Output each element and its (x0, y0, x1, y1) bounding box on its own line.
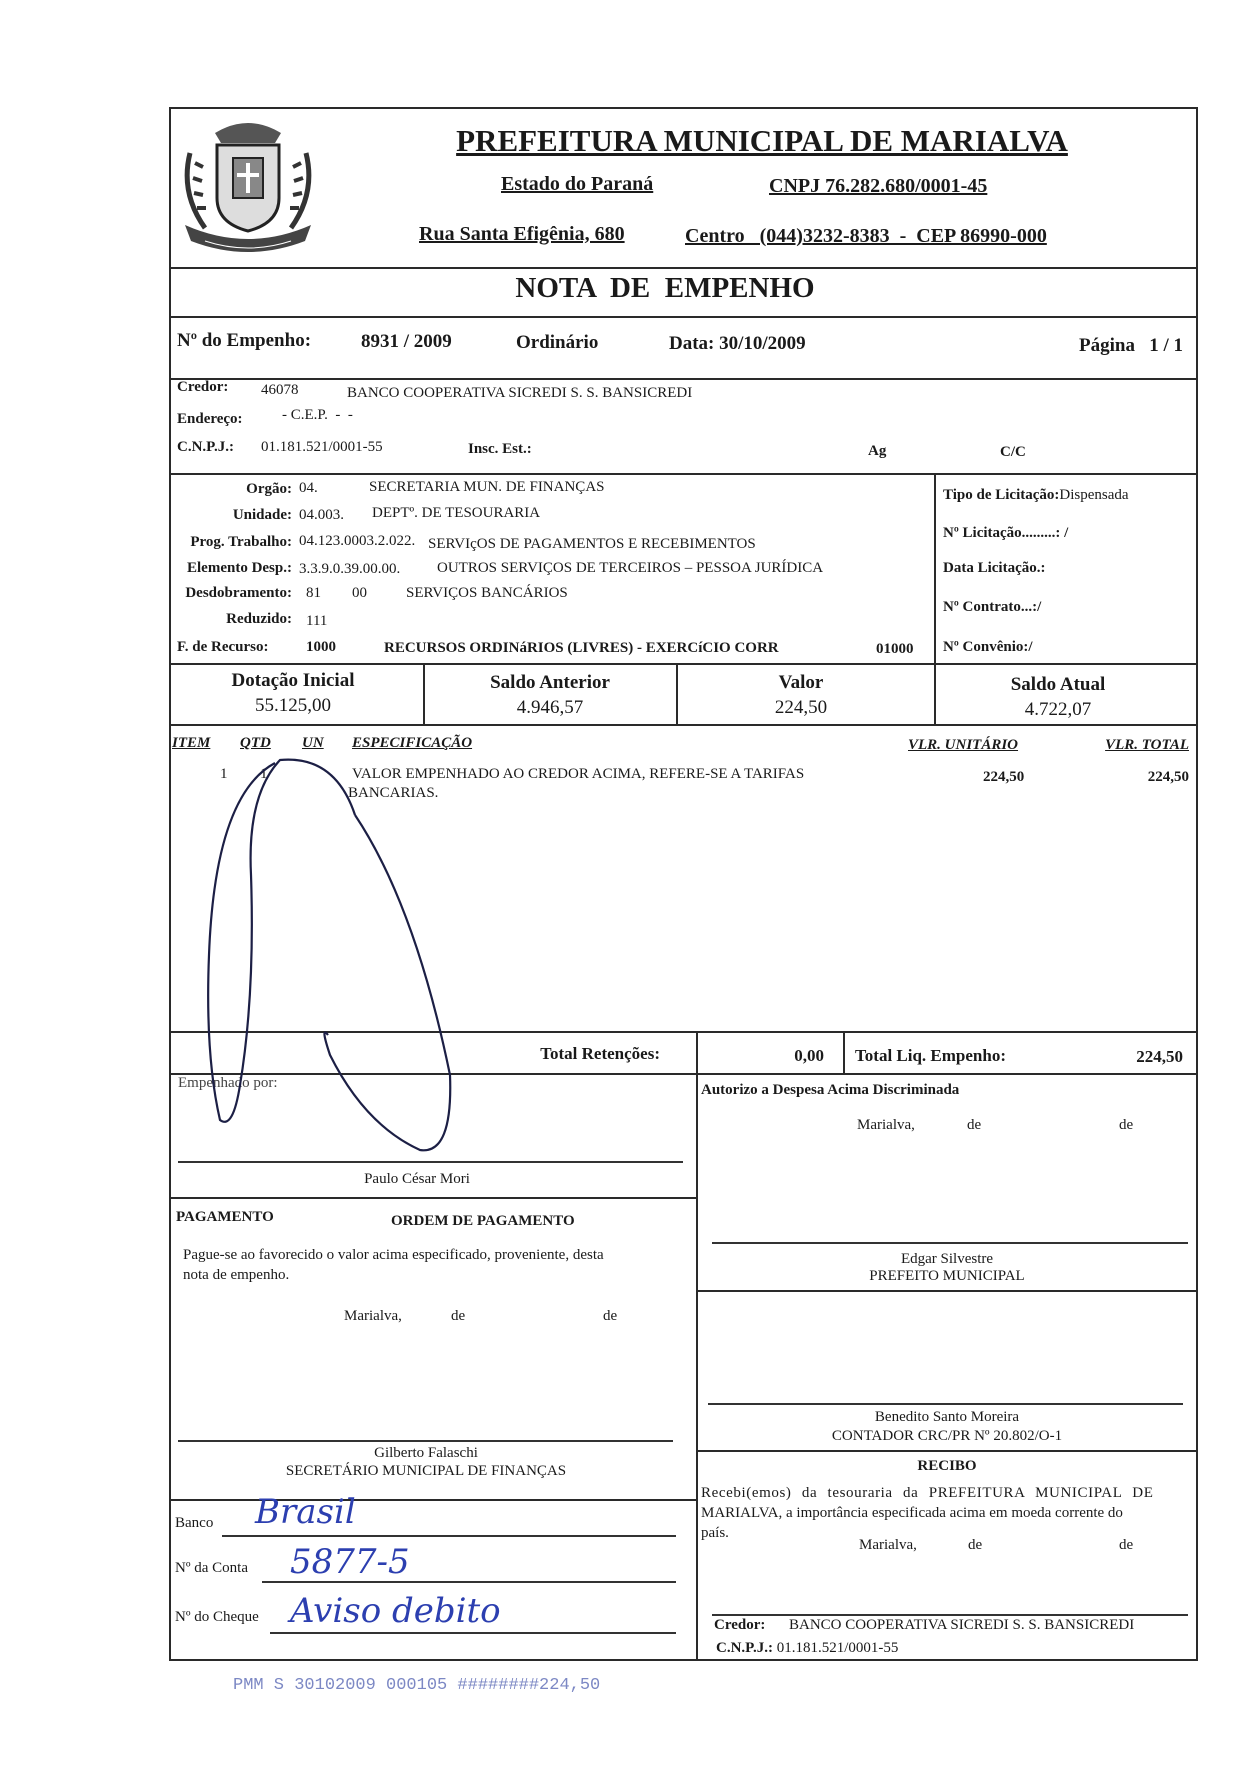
pagamento-de1: de (451, 1308, 466, 1324)
unidade-label: Unidade: (232, 507, 292, 523)
saldo-atual-label: Saldo Atual (1010, 674, 1106, 695)
elemento-label: Elemento Desp.: (187, 560, 292, 576)
municipal-crest-logo (175, 113, 321, 259)
dotacao-label: Dotação Inicial (231, 670, 355, 691)
address-label: Endereço: (177, 411, 243, 427)
autorizo-label: Autorizo a Despesa Acima Discriminada (701, 1082, 960, 1098)
banco-line (222, 1535, 676, 1537)
divider (169, 316, 1198, 318)
signature-line (178, 1440, 673, 1442)
divider (696, 1031, 698, 1661)
empenho-number: 8931 / 2009 (361, 331, 452, 352)
reduzido-label: Reduzido: (226, 611, 292, 627)
divider (169, 473, 1198, 475)
saldo-atual-value: 4.722,07 (1024, 699, 1092, 720)
orgao-desc: SECRETARIA MUN. DE FINANÇAS (369, 479, 605, 495)
state-label: Estado do Paraná (501, 173, 654, 195)
banco-handwritten: Brasil (255, 1492, 356, 1532)
recurso-code: 1000 (306, 639, 336, 655)
autorizo-city: Marialva, (857, 1117, 915, 1133)
prefeitura-title: PREFEITURA MUNICIPAL DE MARIALVA (456, 123, 1068, 158)
divider (169, 724, 1198, 726)
divider (423, 663, 425, 724)
orgao-label: Orgão: (246, 481, 292, 497)
cheque-line (270, 1632, 676, 1634)
credor-label: Credor: (177, 379, 229, 395)
agency-label: Ag (868, 443, 887, 459)
divider (696, 1450, 1198, 1452)
desdobramento-desc: SERVIÇOS BANCÁRIOS (406, 585, 568, 601)
divider (169, 1197, 696, 1199)
divider (169, 1499, 696, 1501)
recibo-text-line1: Recebi(emos) da tesouraria da PREFEITURA MUNICIPAL DE (701, 1485, 1154, 1501)
pagamento-text-line1: Pague-se ao favorecido o valor acima especificado, proveniente, desta (183, 1247, 604, 1263)
divider (934, 473, 936, 724)
autorizo-de2: de (1119, 1117, 1134, 1133)
handwritten-signature (195, 755, 475, 1165)
item-spec-line1: VALOR EMPENHADO AO CREDOR ACIMA, REFERE-SE A TARIFAS (352, 766, 805, 782)
recurso-number: 01000 (876, 641, 914, 657)
item-unit-value: 224,50 (983, 769, 1025, 785)
cheque-label: Nº do Cheque (175, 1609, 259, 1625)
col-item: ITEM (172, 735, 211, 751)
recibo-cnpj-line (716, 1641, 898, 1656)
recibo-credor: BANCO COOPERATIVA SICREDI S. S. BANSICREDI (789, 1617, 1135, 1633)
recurso-desc: RECURSOS ORDINáRIOS (LIVRES) - EXERCíCIO CORR (384, 640, 779, 656)
item-total-value: 224,50 (1147, 769, 1189, 785)
saldo-anterior-value: 4.946,57 (516, 697, 584, 718)
liquido-label: Total Liq. Empenho: (855, 1046, 1006, 1065)
bank-authentication-stamp: PMM S 30102009 000105 ########224,50 (233, 1676, 601, 1695)
prefeitura-contact: Centro (044)3232-8383 - CEP 86990-000 (685, 225, 1047, 247)
credor-name: BANCO COOPERATIVA SICREDI S. S. BANSICREDI (347, 385, 693, 401)
unidade-desc: DEPTº. DE TESOURARIA (372, 505, 541, 521)
cheque-handwritten: Aviso debito (290, 1591, 501, 1631)
desdobramento-code: 81 (306, 585, 321, 601)
pagamento-text-line2: nota de empenho. (183, 1267, 290, 1283)
pagamento-signer: Gilberto Falaschi (374, 1445, 478, 1461)
prog-label: Prog. Trabalho: (190, 534, 292, 550)
item-number: 1 (220, 766, 228, 782)
desdobramento-sub: 00 (352, 585, 367, 601)
signature-line (712, 1614, 1188, 1616)
credor-cnpj-label: C.N.P.J.: (177, 439, 234, 455)
page-number: Página 1 / 1 (1079, 335, 1183, 356)
licitacao-number: Nº Licitação.........: / (943, 525, 1069, 541)
orgao-code: 04. (299, 480, 318, 496)
pagamento-label: PAGAMENTO (176, 1209, 274, 1225)
unidade-code: 04.003. (299, 507, 344, 523)
recibo-city: Marialva, (859, 1537, 917, 1553)
liquido-value: 224,50 (1136, 1047, 1183, 1066)
prog-desc: SERVIçOS DE PAGAMENTOS E RECEBIMENTOS (428, 536, 756, 552)
recibo-title: RECIBO (917, 1458, 977, 1474)
empenho-type: Ordinário (516, 332, 599, 353)
recibo-text-line2: MARIALVA, a importância especificada acima em moeda corrente do (701, 1505, 1123, 1521)
conta-handwritten: 5877-5 (290, 1542, 410, 1582)
empenho-date: Data: 30/10/2009 (669, 333, 806, 354)
insc-est-label: Insc. Est.: (468, 441, 532, 457)
prefeitura-address: Rua Santa Efigênia, 680 (419, 223, 625, 245)
col-unit-value: VLR. UNITÁRIO (908, 737, 1019, 753)
divider (676, 663, 678, 724)
item-qty: 1 (260, 766, 268, 782)
signature-line (712, 1242, 1188, 1244)
contract-number: Nº Contrato...:/ (943, 599, 1042, 615)
col-qtd: QTD (240, 735, 271, 751)
divider (696, 1290, 1198, 1292)
recibo-credor-label: Credor: (714, 1617, 766, 1633)
recibo-text-line3: país. (701, 1525, 729, 1541)
saldo-anterior-label: Saldo Anterior (490, 672, 610, 693)
recibo-de1: de (968, 1537, 983, 1553)
autorizo-signer: Edgar Silvestre (900, 1251, 994, 1267)
valor-value: 224,50 (774, 697, 828, 718)
divider (169, 663, 1198, 665)
divider (169, 378, 1198, 380)
col-total-value: VLR. TOTAL (1105, 737, 1189, 753)
autorizo-role: PREFEITO MUNICIPAL (869, 1268, 1025, 1284)
signature-line (708, 1403, 1183, 1405)
elemento-code: 3.3.9.0.39.00.00. (299, 561, 401, 577)
divider (843, 1031, 845, 1073)
retencoes-value: 0,00 (794, 1046, 824, 1065)
licitacao-type: Dispensada (1059, 487, 1129, 503)
conta-label: Nº da Conta (175, 1560, 248, 1576)
empenho-number-label: Nº do Empenho: (177, 330, 312, 351)
licitacao-date: Data Licitação.: (943, 560, 1046, 576)
licitacao-type-label (943, 488, 1129, 503)
retencoes-label: Total Retenções: (540, 1044, 660, 1063)
empenhado-signer: Paulo César Mori (364, 1171, 470, 1187)
reduzido-value: 111 (306, 613, 328, 629)
recurso-label: F. de Recurso: (177, 639, 269, 655)
ordem-pagamento-title: ORDEM DE PAGAMENTO (391, 1213, 575, 1229)
prefeitura-cnpj: CNPJ 76.282.680/0001-45 (769, 175, 988, 197)
recibo-cnpj: 01.181.521/0001-55 (776, 1640, 899, 1656)
pagamento-role: SECRETÁRIO MUNICIPAL DE FINANÇAS (285, 1463, 567, 1479)
convenio-number: Nº Convênio:/ (943, 639, 1033, 655)
recibo-de2: de (1119, 1537, 1134, 1553)
pagamento-de2: de (603, 1308, 618, 1324)
prog-code: 04.123.0003.2.022. (299, 533, 416, 549)
autorizo-de1: de (967, 1117, 982, 1133)
col-spec: ESPECIFICAÇÃO (352, 735, 473, 751)
address-value: - C.E.P. - - (282, 407, 353, 423)
contador-role: CONTADOR CRC/PR Nº 20.802/O-1 (831, 1428, 1063, 1444)
col-un: UN (302, 735, 324, 751)
desdobramento-label: Desdobramento: (185, 585, 292, 601)
pagamento-city: Marialva, (344, 1308, 402, 1324)
credor-cnpj: 01.181.521/0001-55 (261, 439, 383, 455)
dotacao-value: 55.125,00 (255, 695, 331, 716)
account-label: C/C (1000, 444, 1026, 460)
valor-label: Valor (778, 672, 824, 693)
divider (169, 267, 1198, 269)
recibo-cnpj-label: C.N.P.J.: (716, 1640, 773, 1656)
empenhado-label: Empenhado por: (178, 1075, 278, 1091)
banco-label: Banco (175, 1515, 214, 1531)
document-title: NOTA DE EMPENHO (515, 272, 815, 304)
elemento-desc: OUTROS SERVIÇOS DE TERCEIROS – PESSOA JURÍDICA (437, 560, 824, 576)
contador-signer: Benedito Santo Moreira (874, 1409, 1020, 1425)
item-spec-line2: BANCARIAS. (348, 785, 439, 801)
licitacao-type-label-text: Tipo de Licitação: (943, 487, 1060, 503)
credor-code: 46078 (261, 382, 299, 398)
